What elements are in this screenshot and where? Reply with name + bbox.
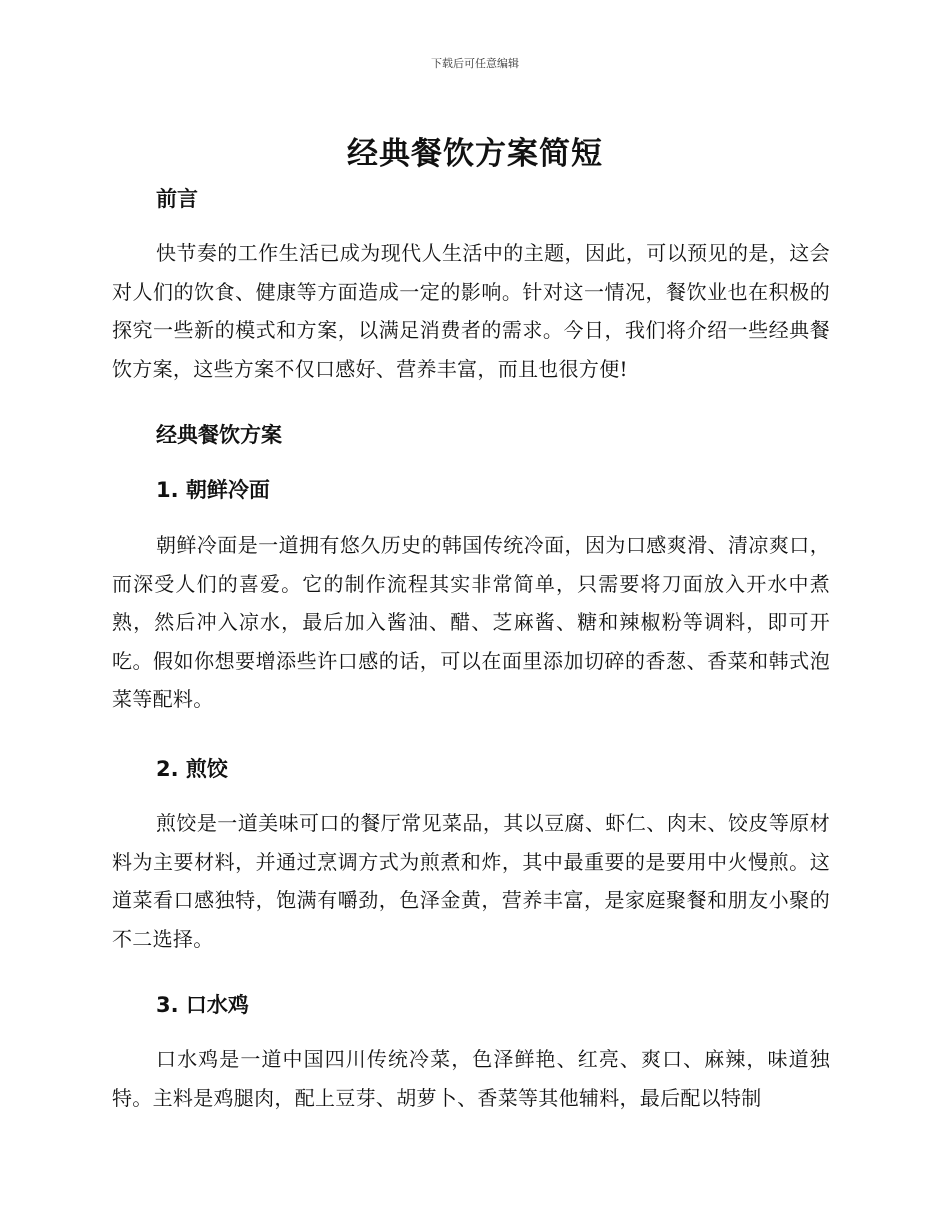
section-heading-preface: 前言 [156, 187, 198, 211]
document-title: 经典餐饮方案简短 [347, 136, 603, 172]
dumplings-paragraph: 煎饺是一道美味可口的餐厅常见菜品，其以豆腐、虾仁、肉末、饺皮等原材料为主要材料，并通过烹调方式为煎煮和炸，其中最重要的是要用中火慢煎。这道菜看口感独特，饱满有嚼劲，色泽金黄，营养丰富，是家庭聚餐和朋友小聚的不二选择。 [112, 811, 830, 951]
header-note: 下载后可任意编辑 [431, 57, 519, 70]
section-heading-dumplings: 2. 煎饺 [156, 757, 228, 781]
preface-paragraph: 快节奏的工作生活已成为现代人生活中的主题，因此，可以预见的是，这会对人们的饮食、健康等方面造成一定的影响。针对这一情况，餐饮业也在积极的探究一些新的模式和方案，以满足消费者的需求。今日，我们将介绍一些经典餐饮方案，这些方案不仅口感好、营养丰富，而且也很方便! [112, 241, 830, 381]
section-heading-cold-noodles: 1. 朝鲜冷面 [156, 478, 270, 502]
cold-noodles-paragraph: 朝鲜冷面是一道拥有悠久历史的韩国传统冷面，因为口感爽滑、清凉爽口，而深受人们的喜爱。它的制作流程其实非常简单，只需要将刀面放入开水中煮熟，然后冲入凉水，最后加入酱油、醋、芝麻酱、糖和辣椒粉等调料，即可开吃。假如你想要增添些许口感的话，可以在面里添加切碎的香葱、香菜和韩式泡菜等配料。 [112, 533, 830, 711]
section-heading-saliva-chicken: 3. 口水鸡 [156, 993, 249, 1017]
saliva-chicken-paragraph: 口水鸡是一道中国四川传统冷菜，色泽鲜艳、红亮、爽口、麻辣，味道独特。主料是鸡腿肉，配上豆芽、胡萝卜、香菜等其他辅料，最后配以特制 [112, 1047, 830, 1110]
section-heading-classic-plans: 经典餐饮方案 [156, 423, 282, 447]
